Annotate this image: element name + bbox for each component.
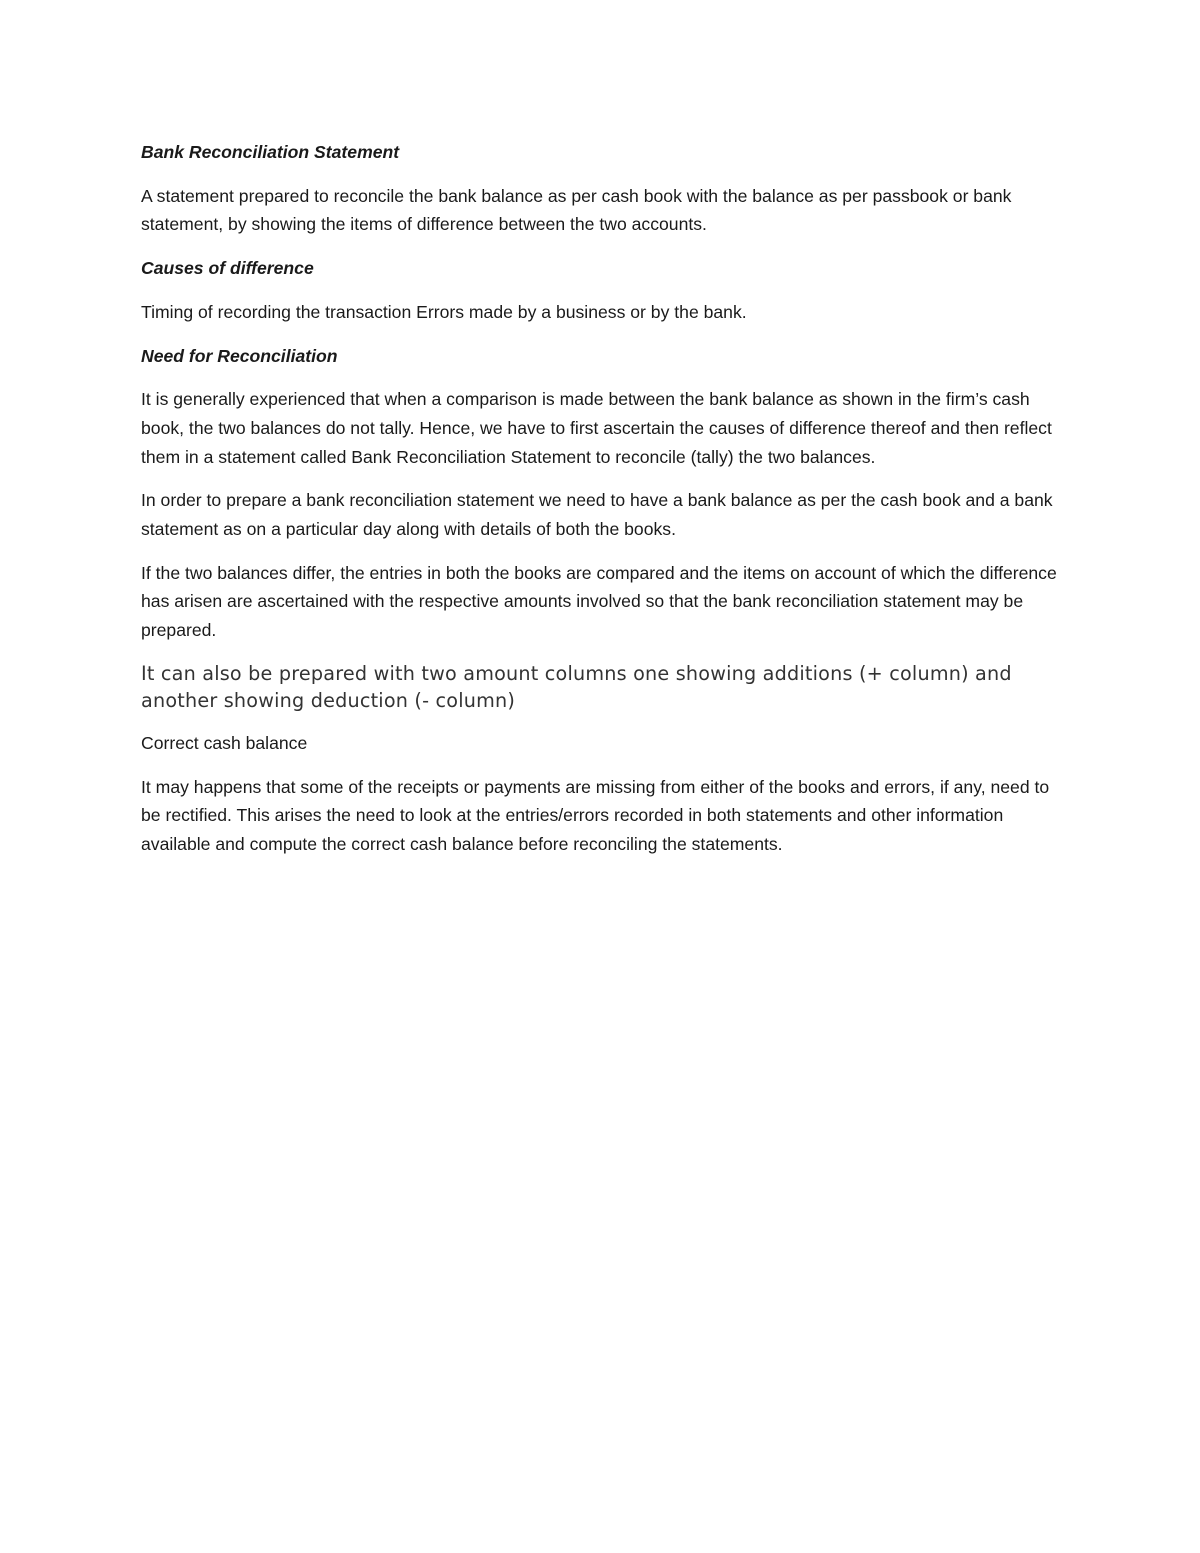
need-paragraph-3: If the two balances differ, the entries in both the books are compared and the items on account of which the difference has arisen are ascertained with the respective amounts involved so that the bank reconciliation statement may be prepared. bbox=[141, 562, 1057, 641]
causes-heading: Causes of difference bbox=[141, 258, 314, 279]
need-paragraph-1: It is generally experienced that when a comparison is made between the bank balance as shown in the firm’s cash book, the two balances do not tally. Hence, we have to first ascertain the causes of difference thereof and then reflect them in a statement called Bank Reconciliation Statement to reconcile (tally) the two balances. bbox=[141, 389, 1052, 467]
document-body bbox=[141, 138, 1071, 874]
need-paragraph-2: In order to prepare a bank reconciliation statement we need to have a bank balance as per the cash book and a bank statement as on a particular day along with details of both the books. bbox=[141, 490, 1053, 540]
correct-heading: Correct cash balance bbox=[141, 732, 308, 753]
columns-paragraph: It can also be prepared with two amount columns one showing additions (+ column) and another showing deduction (- column) bbox=[141, 661, 1012, 712]
correct-paragraph: It may happens that some of the receipts or payments are missing from either of the books and errors, if any, need to be rectified. This arises the need to look at the entries/errors recorded in both statements and other information available and compute the correct cash balance before reconciling the statements. bbox=[141, 776, 1050, 854]
document-title: Bank Reconciliation Statement bbox=[141, 142, 400, 162]
need-heading: Need for Reconciliation bbox=[141, 345, 338, 366]
causes-paragraph: Timing of recording the transaction Errors made by a business or by the bank. bbox=[141, 301, 747, 322]
definition-paragraph: A statement prepared to reconcile the bank balance as per cash book with the balance as per passbook or bank statement, by showing the items of difference between the two accounts. bbox=[141, 185, 1012, 235]
